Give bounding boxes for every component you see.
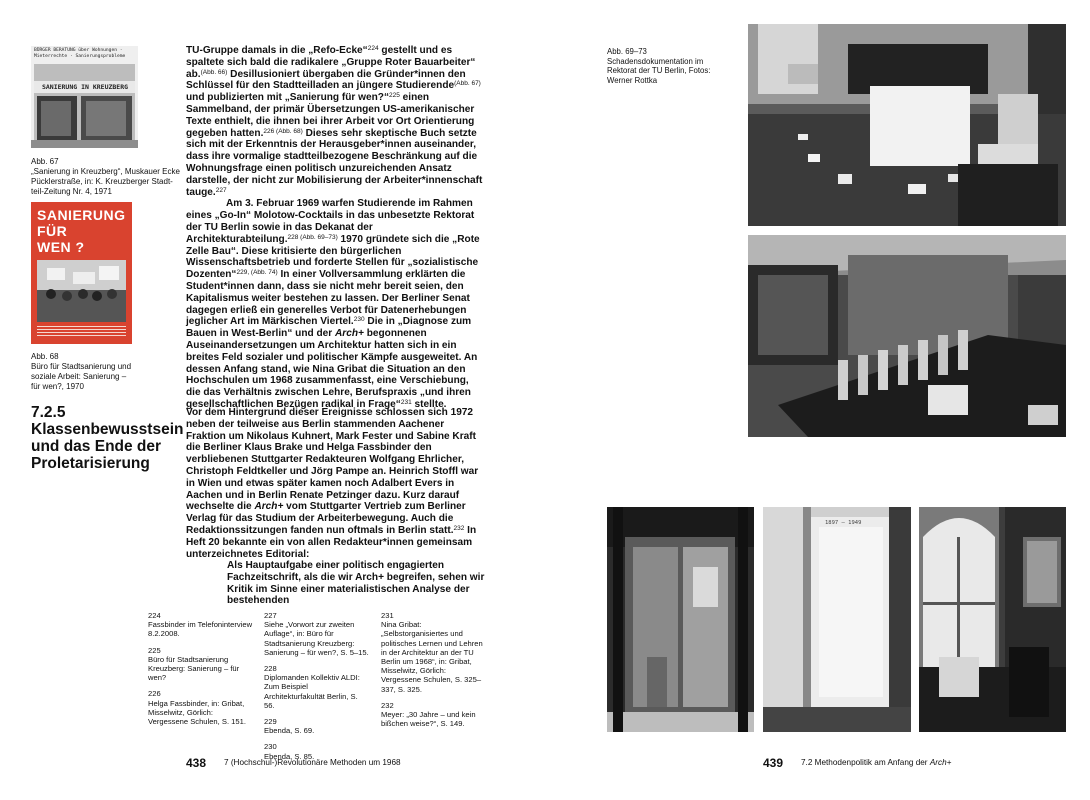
figure-68-caption-line: für wen?, 1970 (31, 382, 84, 391)
figure-67-caption (31, 157, 181, 197)
photo-damaged-office (748, 24, 1066, 226)
footnote: 231 Nina Gribat: „Selbstorganisiertes und politisches Lernen und Lehren in der Architektur an der TU Berlin um 1968“, in: Gribat, Misselwitz, Görlich: Vergessene Schulen, S. 325–337, S. 325. (381, 611, 483, 694)
footnotes-column-3 (381, 611, 486, 735)
figure-68-caption (31, 352, 181, 392)
footnotes-column-2 (264, 611, 369, 768)
body-paragraph-1: TU-Gruppe damals in die „Refo-Ecke“$^{224}$ gestellt und es spaltete sich bald die radikalere „Gruppe Roter Bauarbeiter“ ab.$^{(Abb. 66)}$ Desillusioniert übergaben die Gründer*innen den Schlüssel für den Stadtteilladen an jüngere Studierende$^{(Abb. 67)}$ und publizierten mit „Sanierung für wen?“$^{225}$ einen Sammelband, der primär Übersetzungen US-amerikanischer Texte enthielt, die ihnen bei ihrer Arbeit vor Ort Orientierung gegeben hatten.$^{226 (Abb. 68)}$ Dieses sehr skeptische Buch setzte sich mit der Erkenntnis der Herausgeber*innen auseinander, dass ihre vormalige stadtteilbezogene Beschränkung auf die Wohnungsfrage einen politisch unzureichenden Ansatz darstelle, der nicht zur Mobilisierung der Arbeiter*innenschaft tauge.$^{227}$ (186, 45, 483, 198)
section-number: 7.2.5 (31, 404, 66, 421)
footnote: 229 Ebenda, S. 69. (264, 717, 315, 736)
block-quote: Als Hauptaufgabe einer politisch engagierten Fachzeitschrift, als die wir Arch+ begreifen, sehen wir Kritik im Sinne einer materialistischen Analyse der bestehenden (227, 560, 485, 607)
running-head-right: 7.2 Methodenpolitik am Anfang der Arch+ (801, 758, 952, 767)
page-number-right: 439 (763, 756, 784, 770)
figure-69-73-caption-line: Werner Rottka (607, 75, 658, 85)
figure-68-caption-line: soziale Arbeit: Sanierung – (31, 372, 127, 381)
running-head-left: 7 (Hochschul-)Revolutionäre Methoden um 1968 (224, 758, 401, 767)
footnote: 230 Ebenda, S. 85. (264, 742, 315, 761)
figure-67-header-text: BÜRGER BERATUNG über Wohnungen · Mieterrechte · Sanierungsprobleme (34, 48, 126, 59)
body-text-top (186, 45, 484, 411)
footnote: 227 Siehe „Vorwort zur zweiten Auflage“, in: Büro für Stadtsanierung Kreuzberg: Sanierung – für wen?, S. 5–15. (264, 611, 369, 657)
figure-68-caption-line: Büro für Stadtsanierung und (31, 362, 132, 371)
cover-protest-photo (37, 260, 126, 322)
photo-glass-door (607, 507, 754, 732)
cover-bottom-band (37, 326, 126, 336)
figure-67-caption-line: teil-Zeitung Nr. 4, 1971 (31, 187, 112, 196)
body-paragraph-3: Vor dem Hintergrund dieser Ereignisse schlossen sich 1972 neben der teilweise aus Berlin stammenden Aachener Fraktion um Nikolaus Kuhnert, Mark Fester und Sabine Kraft die Berliner Klaus Brake und Helga Fassbinder den verbliebenen Stuttgarter Redakteuren Wolfgang Ehrlicher, Christoph Feldtkeller und Jörg Pampe an. Heinrich Stoffl war in Wien und etwas später kamen noch Adalbert Evers in Aachen und in Berlin Renate Petzinger dazu. Kurz darauf wechselte die Arch+ vom Stuttgarter Vertrieb zum Berliner Verlag für das Studium der Arbeiterbewegung. Auch die Redaktionssitzungen fanden nun oftmals in Berlin statt.$^{232}$ In Heft 20 bekannte ein von allen Redakteur*innen gemeinsam unterzeichnetes Editorial: (186, 407, 479, 560)
cover-title-line: SANIERUNG (37, 207, 126, 223)
figure-67-caption-line: „Sanierung in Kreuzberg“, Muskauer Ecke (31, 167, 180, 176)
section-heading (31, 404, 184, 472)
page-number-left: 438 (186, 756, 207, 770)
figure-69-73-caption-line: Schadensdokumentation im (607, 56, 704, 66)
cover-title-line: WEN ? (37, 239, 85, 255)
figure-69-73-caption (607, 47, 737, 85)
figure-69-73-caption-num: Abb. 69–73 (607, 47, 647, 56)
figure-69-73-caption-line: Rektorat der TU Berlin, Fotos: (607, 66, 711, 75)
figure-68-caption-num: Abb. 68 (31, 352, 59, 361)
figure-68-book-cover (31, 202, 132, 344)
door-sign-text: 1897 – 1949 (825, 520, 862, 526)
footnote: 232 Meyer: „30 Jahre – und kein bißchen weise?“, S. 149. (381, 700, 476, 729)
figure-67-sign-text: SANIERUNG IN KREUZBERG (41, 83, 129, 91)
section-title: Klassenbewusstsein und das Ende der Proletarisierung (31, 421, 184, 472)
figure-67-caption-line: Pücklerstraße, in: K. Kreuzberger Stadt- (31, 177, 173, 186)
footnote: 224 Fassbinder im Telefoninterview 8.2.2008. (148, 611, 253, 639)
footnote: 228 Diplomanden Kollektiv ALDI: Zum Beispiel Architekturfakultät Berlin, S. 56. (264, 664, 360, 710)
cover-title-line: FÜR (37, 223, 68, 239)
photo-white-door (763, 507, 911, 732)
footnotes-column-1 (148, 611, 253, 733)
figure-67-photo (31, 46, 138, 148)
photo-burned-corner (919, 507, 1066, 732)
footnote: 225 Büro für Stadtsanierung Kreuzberg: Sanierung – für wen? (148, 645, 240, 683)
body-paragraph-2: Am 3. Februar 1969 warfen Studierende im Rahmen eines „Go-In“ Molotow-Cocktails in das unbesetzte Rektorat der TU Berlin sowie in das Dekanat der Architekturabteilung.$^{228 (Abb. 69-73)}$ 1970 gründete sich die „Rote Zelle Bau“. Diese kritisierte den bürgerlichen Wissenschaftsbetrieb und forderte Stellen für „sozialistische Dozenten“$^{229, (Abb. 74)}$ In einer Vollversammlung erklärten die Student*innen dann, dass sie nicht mehr bereit seien, den Kapitalismus weiter bestehen zu lassen. Der Berliner Senat dagegen erließ ein generelles Verbot für Datenerhebungen jeglicher Art im Märkischen Viertel.$^{230}$ Die in „Diagnose zum Bauen in West-Berlin“ und der Arch+ begonnenen Auseinandersetzungen um Architektur hatten sich in ein breites Feld sozialer und politischer Kämpfe ausgeweitet. An dessen Anfang stand, wie Nina Gribat die Situation an den Hochschulen um 1968 zusammenfasst, eine Verschiebung, die das Verhältnis zwischen Lehre, Berufspraxis „und ihren gesellschaftlichen Bezügen radikal in Frage“$^{231}$ stellte. (186, 198, 480, 410)
footnote: 226 Helga Fassbinder, in: Gribat, Misselwitz, Görlich: Vergessene Schulen, S. 151. (148, 689, 246, 727)
photo-conference-room (748, 235, 1066, 437)
figure-67-caption-num: Abb. 67 (31, 157, 59, 166)
